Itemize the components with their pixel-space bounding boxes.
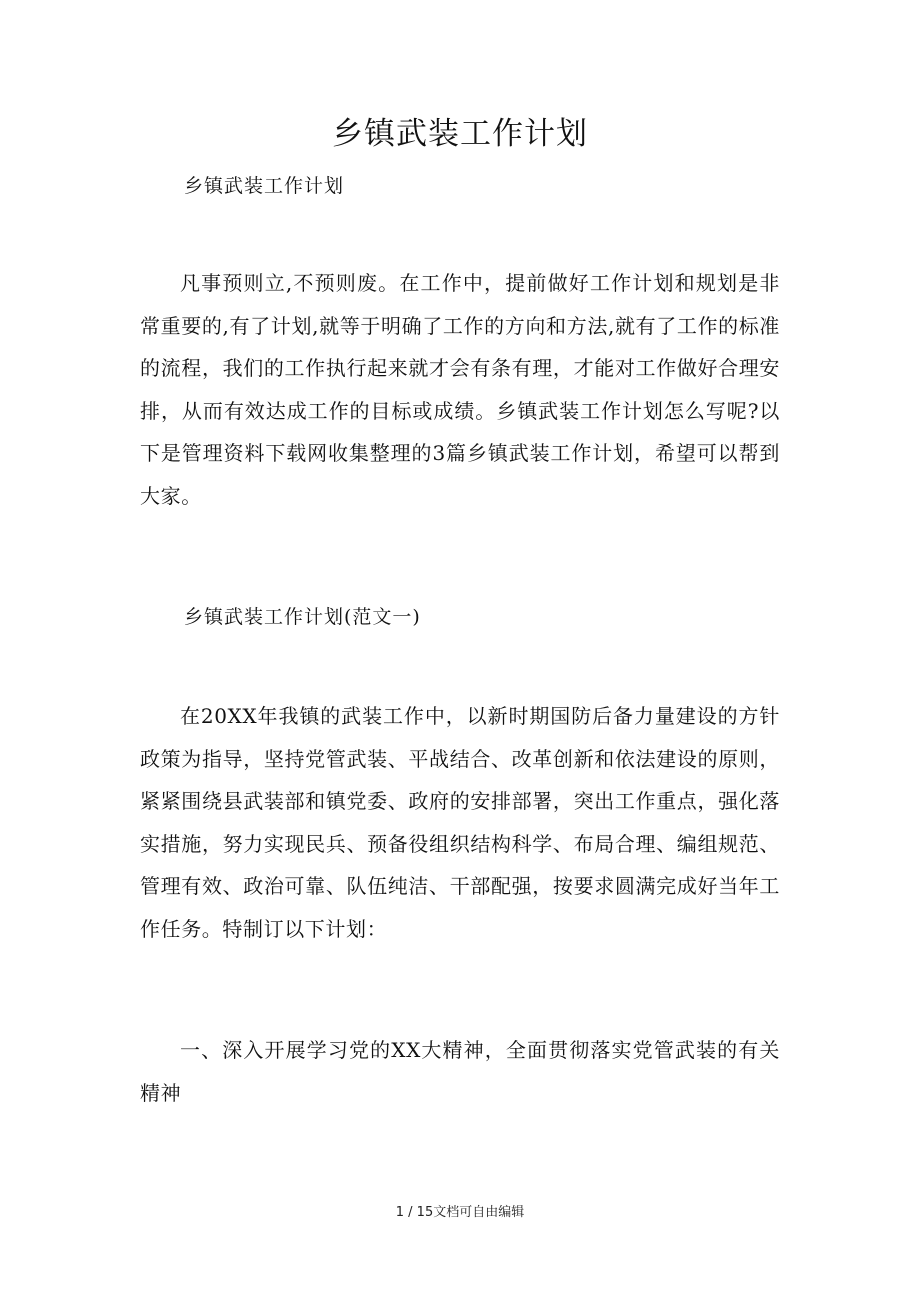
section-body-paragraph: 在20XX年我镇的武装工作中，以新时期国防后备力量建设的方针政策为指导，坚持党管武装、平战结合、改革创新和依法建设的原则，紧紧围绕县武装部和镇党委、政府的安排部署，突出工作重点，强化落实措施，努力实现民兵、预备役组织结构科学、布局合理、编组规范、管理有效、政治可靠、队伍纯洁、干部配强，按要求圆满完成好当年工作任务。特制订以下计划： — [140, 704, 780, 941]
page-footer: 1 / 15文档可自由编辑 — [395, 1205, 525, 1220]
intro-paragraph: 凡事预则立,不预则废。在工作中，提前做好工作计划和规划是非常重要的,有了计划,就等于明确了工作的方向和方法,就有了工作的标准的流程，我们的工作执行起来就才会有条有理，才能对工作做好合理安排，从而有效达成工作的目标或成绩。乡镇武装工作计划怎么写呢?以下是管理资料下载网收集整理的3篇乡镇武装工作计划，希望可以帮到大家。 — [140, 271, 780, 508]
section-heading: 乡镇武装工作计划(范文一) — [184, 606, 421, 628]
point-one-heading: 一、深入开展学习党的XX大精神，全面贯彻落实党管武装的有关精神 — [140, 1038, 780, 1105]
document-subtitle: 乡镇武装工作计划 — [184, 175, 345, 197]
document-title: 乡镇武装工作计划 — [332, 116, 588, 152]
